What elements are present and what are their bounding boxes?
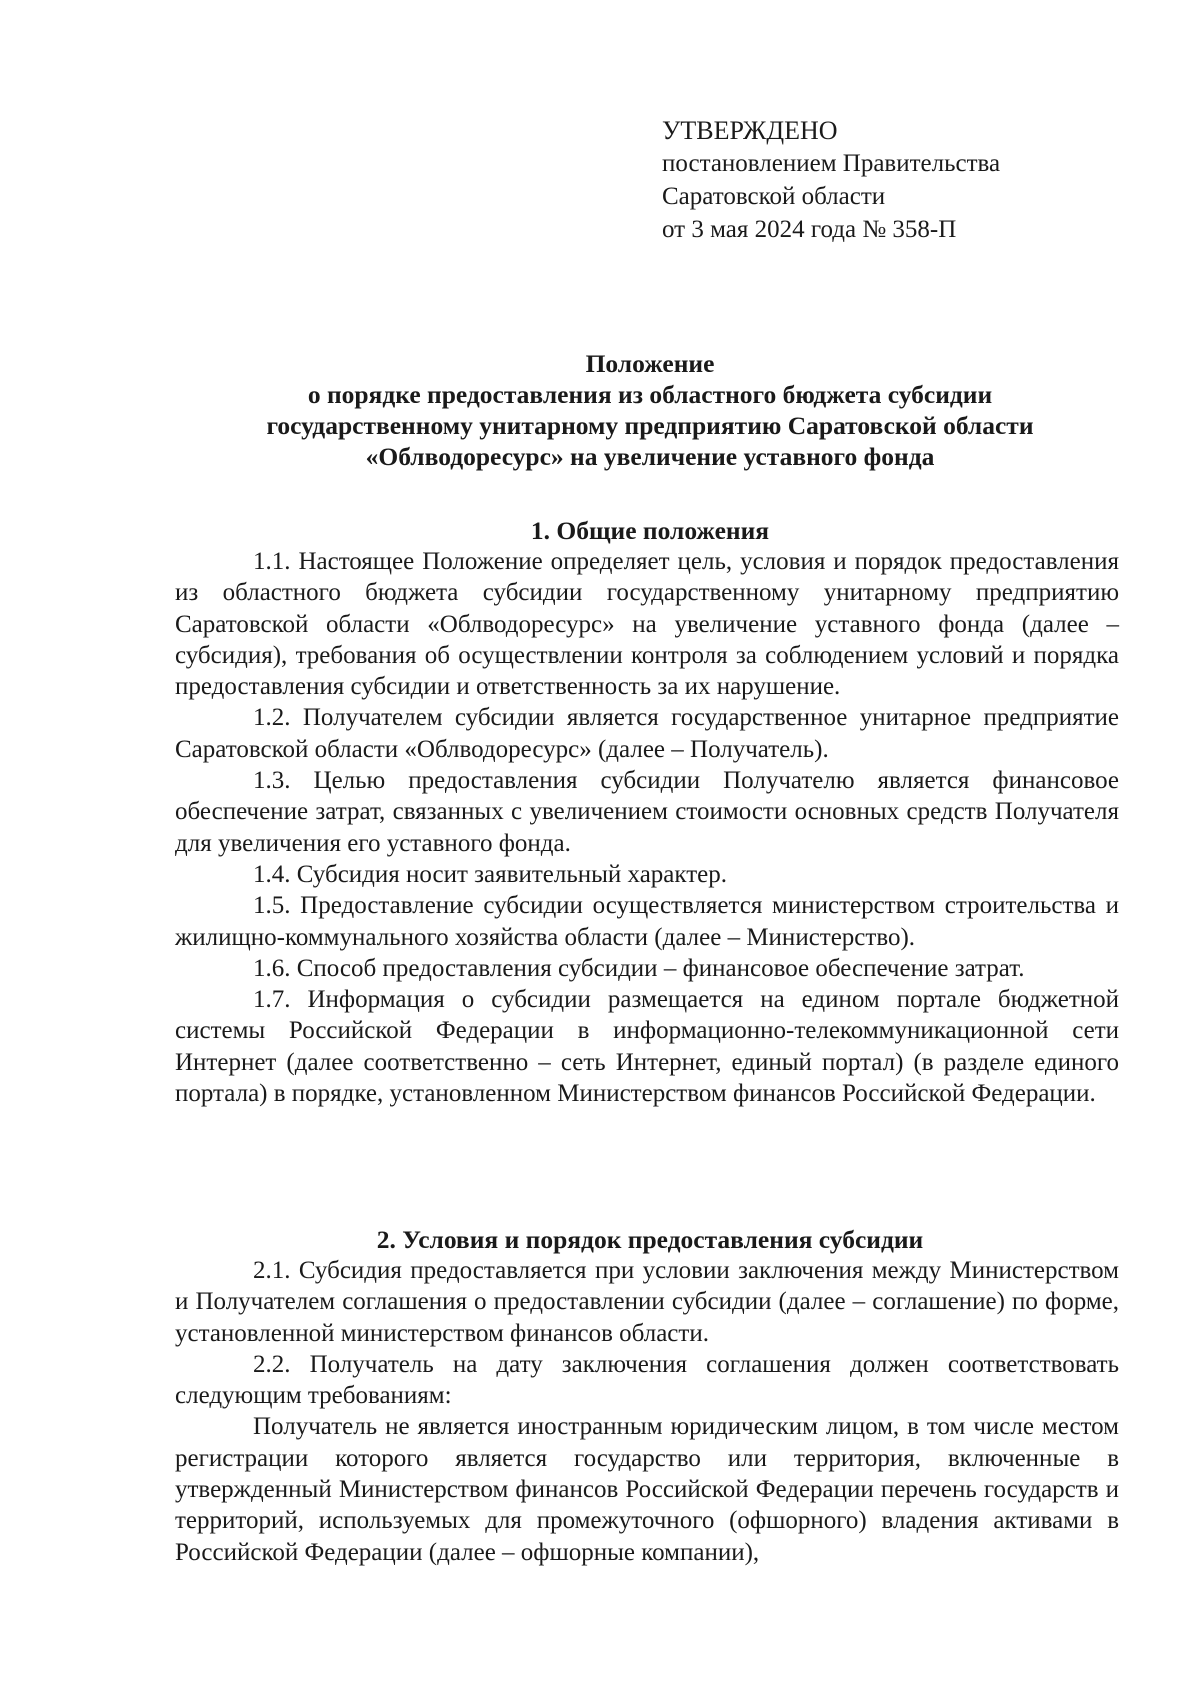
approval-line-1: постановлением Правительства [662,150,1001,177]
document-title-line: Положение [585,349,715,378]
paragraph-1-1: 1.1. Настоящее Положение определяет цель, условия и порядок предоставления из областного бюджета субсидии государственному унитарному предприятию Саратовской области «Облводоресурс» на увеличение уставного фонда (далее – субсидия), требования об осуществлении контроля за соблюдением условий и порядка предоставления субсидии и ответственность за их нарушение. [175,548,1119,701]
document-title-line: государственному унитарному предприятию Саратовской области [266,411,1034,440]
approval-stamp [662,114,1142,246]
section-1-body [175,546,1119,1109]
paragraph-2-2: 2.2. Получатель на дату заключения соглашения должен соответствовать следующим требованиям: [175,1350,1119,1410]
paragraph-1-2: 1.2. Получателем субсидии является государственное унитарное предприятие Саратовской области «Облводоресурс» (далее – Получатель). [175,704,1119,763]
section-2-body [175,1255,1119,1568]
paragraph-1-6: 1.6. Способ предоставления субсидии – финансовое обеспечение затрат. [253,954,1025,982]
approval-line-2: Саратовской области [662,183,886,210]
approval-line-3: от 3 мая 2024 года № 358-П [662,216,957,243]
paragraph-1-7: 1.7. Информация о субсидии размещается на едином портале бюджетной системы Российской Федерации в информационно-телекоммуникационной сети Интернет (далее соответственно – сеть Интернет, единый портал) (в разделе единого портала) в порядке, установленном Министерством финансов Российской Федерации. [175,986,1119,1108]
approval-title: УТВЕРЖДЕНО [662,116,838,145]
section-2-heading: 2. Условия и порядок предоставления субсидии [376,1225,924,1254]
section-1-heading: 1. Общие положения [530,516,770,545]
document-title-line: о порядке предоставления из областного бюджета субсидии [307,380,993,409]
paragraph-1-5: 1.5. Предоставление субсидии осуществляется министерством строительства и жилищно-коммунального хозяйства области (далее – Министерство). [175,892,1119,951]
document-title [175,348,1125,472]
paragraph-1-3: 1.3. Целью предоставления субсидии Получателю является финансовое обеспечение затрат, связанных с увеличением стоимости основных средств Получателя для увеличения его уставного фонда. [175,767,1119,857]
paragraph-2-3: Получатель не является иностранным юридическим лицом, в том числе местом регистрации которого является государство или территория, включенные в утвержденный Министерством финансов Российской Федерации перечень государств и территорий, используемых для промежуточного (офшорного) владения активами в Российской Федерации (далее – офшорные компании), [175,1413,1119,1566]
paragraph-2-1: 2.1. Субсидия предоставляется при условии заключения между Министерством и Получателем соглашения о предоставлении субсидии (далее – соглашение) по форме, установленной министерством финансов области. [175,1257,1119,1347]
document-title-line: «Облводоресурс» на увеличение уставного фонда [365,442,935,471]
paragraph-1-4: 1.4. Субсидия носит заявительный характер. [253,860,727,888]
